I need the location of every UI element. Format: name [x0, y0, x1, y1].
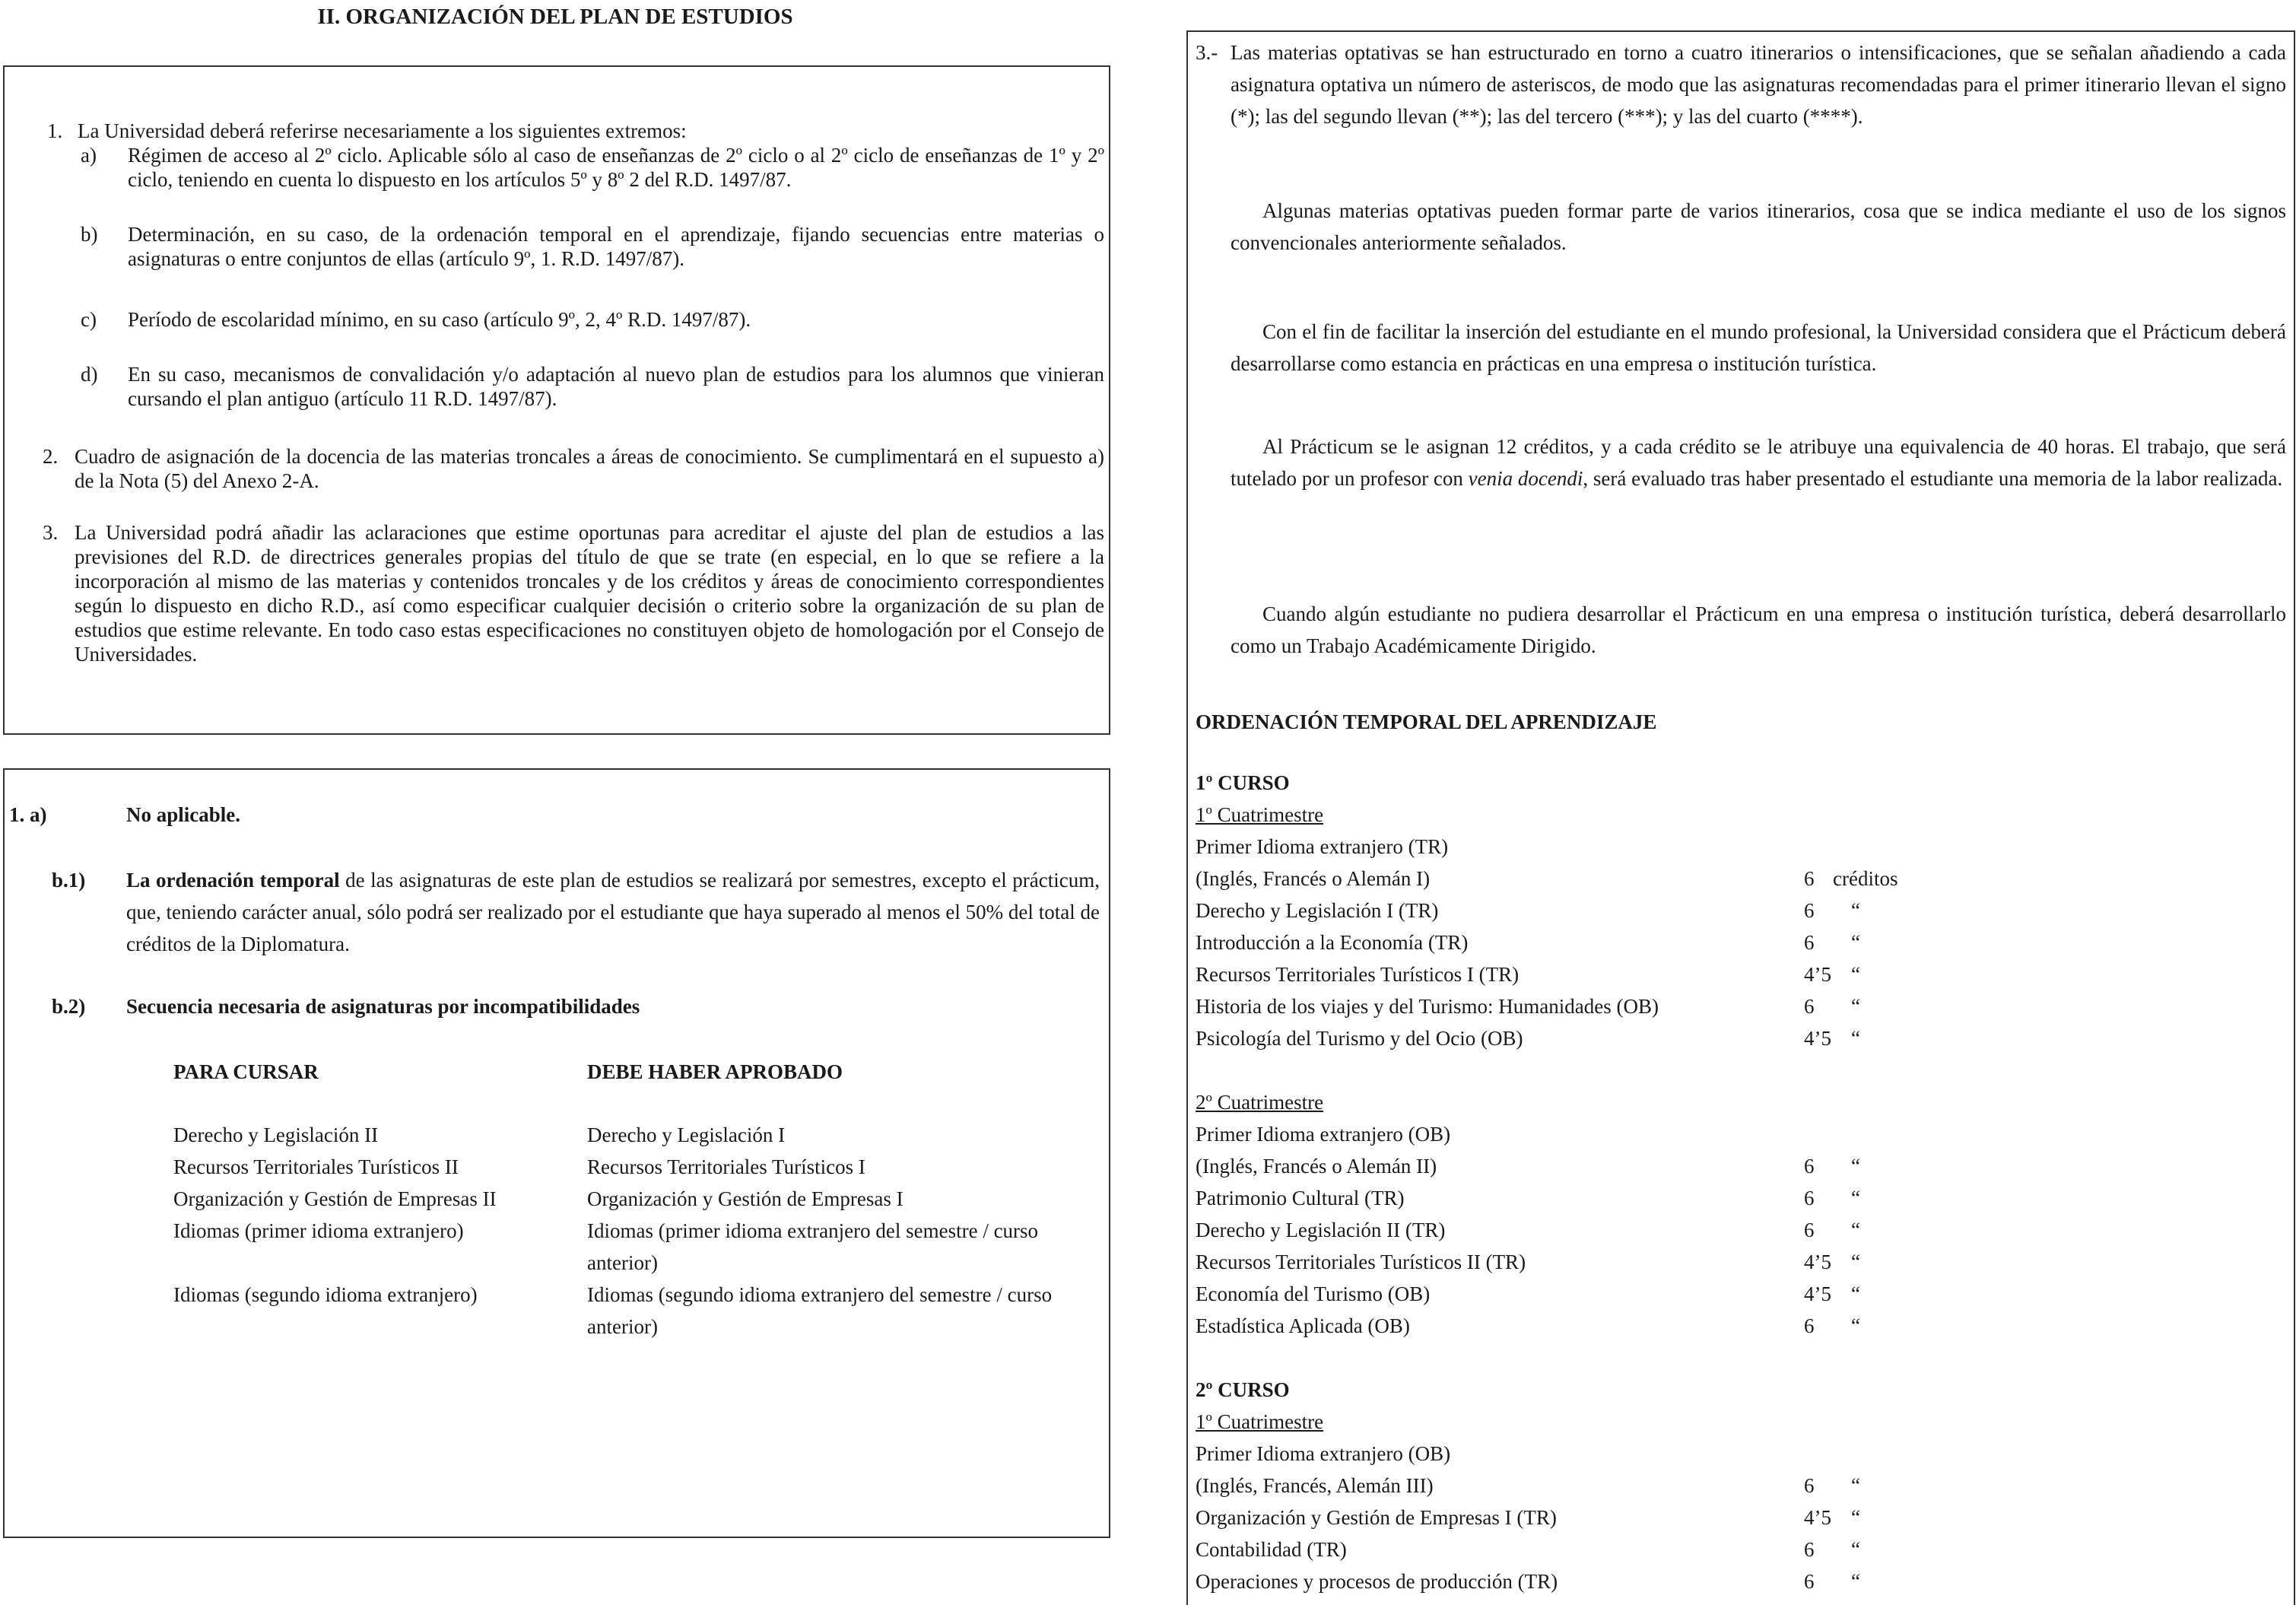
credit-value: 6: [1804, 1187, 1815, 1209]
col-header-debe-haber-aprobado: DEBE HABER APROBADO: [587, 1060, 843, 1083]
item-b1-text: [126, 864, 1100, 960]
list-item: Primer Idioma extranjero (OB): [1196, 1442, 1451, 1465]
item-b2-text: Secuencia necesaria de asignaturas por incompatibilidades: [126, 995, 640, 1018]
credit-value: 6: [1804, 1570, 1815, 1593]
credit-value: 6: [1804, 1474, 1815, 1497]
list-item: (Inglés, Francés o Alemán I): [1196, 867, 1431, 890]
list-item: Economía del Turismo (OB): [1196, 1282, 1431, 1305]
list-item: Operaciones y procesos de producción (TR): [1196, 1570, 1558, 1593]
list-item: Contabilidad (TR): [1196, 1538, 1347, 1561]
curso-2-sem-1: 1º Cuatrimestre: [1196, 1410, 1324, 1433]
curso-1-sem-2: 2º Cuatrimestre: [1196, 1091, 1324, 1114]
credit-unit: “: [1851, 963, 1860, 986]
col-header-para-cursar: PARA CURSAR: [173, 1060, 319, 1083]
item-b1-bold: La ordenación temporal: [126, 869, 340, 891]
credit-unit: “: [1851, 1282, 1860, 1305]
table-row: Derecho y Legislación I: [587, 1124, 786, 1146]
paragraph-3-label: 3.-: [1196, 41, 1218, 64]
section-heading: ORDENACIÓN TEMPORAL DEL APRENDIZAJE: [1196, 710, 1657, 733]
item-a-text: No aplicable.: [126, 803, 241, 826]
credit-value: 6: [1804, 899, 1815, 922]
list-item: Psicología del Turismo y del Ocio (OB): [1196, 1027, 1523, 1050]
list-item: Introducción a la Economía (TR): [1196, 931, 1469, 954]
item-b1-label: b.1): [52, 869, 86, 891]
credit-value: 4’5: [1804, 1027, 1831, 1050]
credit-value: 6: [1804, 995, 1815, 1018]
curso-1-heading: 1º CURSO: [1196, 771, 1290, 794]
list-item: Historia de los viajes y del Turismo: Humanidades (OB): [1196, 995, 1659, 1018]
table-row: Organización y Gestión de Empresas I: [587, 1187, 903, 1210]
list-item: Recursos Territoriales Turísticos I (TR): [1196, 963, 1520, 986]
credit-value: 6: [1804, 867, 1815, 890]
item-a-label: 1. a): [9, 803, 47, 826]
table-row: Idiomas (primer idioma extranjero): [173, 1219, 464, 1242]
credit-unit: “: [1851, 1219, 1860, 1241]
paragraph-creditos-a: Al Prácticum se le asignan 12 créditos, y a cada crédito se le atribuye una equivalencia de 40 horas. El trabajo, que será tutelado por un profesor con: [1231, 435, 2286, 490]
item-b2-label: b.2): [52, 995, 86, 1018]
table-row: Recursos Territoriales Turísticos II: [173, 1155, 459, 1178]
credit-unit: “: [1851, 1570, 1860, 1593]
credit-value: 6: [1804, 1155, 1815, 1178]
paragraph-creditos-em: venia docendi: [1468, 467, 1583, 490]
paragraph-optativas: Las materias optativas se han estructurado en torno a cuatro itinerarios o intensificaciones, que se señalan añadiendo a cada asignatura optativa un número de asteriscos, de modo que las asignaturas recomendadas para el primer itinerario llevan el signo (*); las del segundo llevan (**); las del tercero (***); y las del cuarto (****).: [1231, 41, 2286, 128]
credit-unit: “: [1851, 1474, 1860, 1497]
table-row: Idiomas (segundo idioma extranjero del semestre / curso anterior): [587, 1283, 1053, 1338]
credit-value: 6: [1804, 1314, 1815, 1337]
page-title: II. ORGANIZACIÓN DEL PLAN DE ESTUDIOS: [317, 5, 793, 29]
credit-unit: “: [1851, 899, 1860, 922]
list-item: Recursos Territoriales Turísticos II (TR): [1196, 1251, 1526, 1273]
paragraph-itinerarios: Algunas materias optativas pueden formar parte de varios itinerarios, cosa que se indica mediante el uso de los signos convencionales anteriormente señalados.: [1231, 199, 2286, 254]
credit-unit: créditos: [1833, 867, 1898, 890]
list-item: Primer Idioma extranjero (TR): [1196, 835, 1449, 858]
paragraph-creditos: [1231, 431, 2286, 494]
list-item: Derecho y Legislación I (TR): [1196, 899, 1439, 922]
list-item: (Inglés, Francés, Alemán III): [1196, 1474, 1434, 1497]
credit-unit: “: [1851, 1251, 1860, 1273]
table-row: Idiomas (primer idioma extranjero del semestre / curso anterior): [587, 1219, 1039, 1274]
credit-value: 4’5: [1804, 1282, 1831, 1305]
list-item: Patrimonio Cultural (TR): [1196, 1187, 1405, 1209]
credit-unit: “: [1851, 1506, 1860, 1529]
credit-value: 4’5: [1804, 963, 1831, 986]
credit-unit: “: [1851, 995, 1860, 1018]
credit-unit: “: [1851, 1155, 1860, 1178]
paragraph-trabajo-dirigido: Cuando algún estudiante no pudiera desarrollar el Prácticum en una empresa o institución turística, deberá desarrollarlo como un Trabajo Académicamente Dirigido.: [1231, 602, 2286, 657]
table-row: Idiomas (segundo idioma extranjero): [173, 1283, 478, 1306]
list-item: Derecho y Legislación II (TR): [1196, 1219, 1446, 1241]
table-row: Derecho y Legislación II: [173, 1124, 379, 1146]
credit-value: 4’5: [1804, 1251, 1831, 1273]
item-b1-body: de las asignaturas de este plan de estudios se realizará por semestres, excepto el prácticum, que, teniendo carácter anual, sólo podrá ser realizado por el estudiante que haya superado al menos el 50% del total de créditos de la Diplomatura.: [126, 869, 1100, 955]
table-row: Recursos Territoriales Turísticos I: [587, 1155, 865, 1178]
credit-unit: “: [1851, 1187, 1860, 1209]
list-item: Primer Idioma extranjero (OB): [1196, 1123, 1451, 1146]
credit-unit: “: [1851, 931, 1860, 954]
list-item: (Inglés, Francés o Alemán II): [1196, 1155, 1437, 1178]
curso-1-sem-1: 1º Cuatrimestre: [1196, 803, 1324, 826]
credit-value: 6: [1804, 931, 1815, 954]
list-item: Estadística Aplicada (OB): [1196, 1314, 1410, 1337]
credit-unit: “: [1851, 1314, 1860, 1337]
credit-value: 6: [1804, 1538, 1815, 1561]
table-row: Organización y Gestión de Empresas II: [173, 1187, 497, 1210]
paragraph-practicum: Con el fin de facilitar la inserción del estudiante en el mundo profesional, la Universidad considera que el Prácticum deberá desarrollarse como estancia en prácticas en una empresa o institución turística.: [1231, 320, 2286, 375]
credit-unit: “: [1851, 1538, 1860, 1561]
credit-value: 6: [1804, 1219, 1815, 1241]
credit-unit: “: [1851, 1027, 1860, 1050]
list-item: Organización y Gestión de Empresas I (TR): [1196, 1506, 1557, 1529]
curso-2-heading: 2º CURSO: [1196, 1378, 1290, 1401]
paragraph-creditos-b: , será evaluado tras haber presentado el estudiante una memoria de la labor realizada.: [1583, 467, 2283, 490]
right-frame: [1186, 30, 2295, 1605]
credit-value: 4’5: [1804, 1506, 1831, 1529]
